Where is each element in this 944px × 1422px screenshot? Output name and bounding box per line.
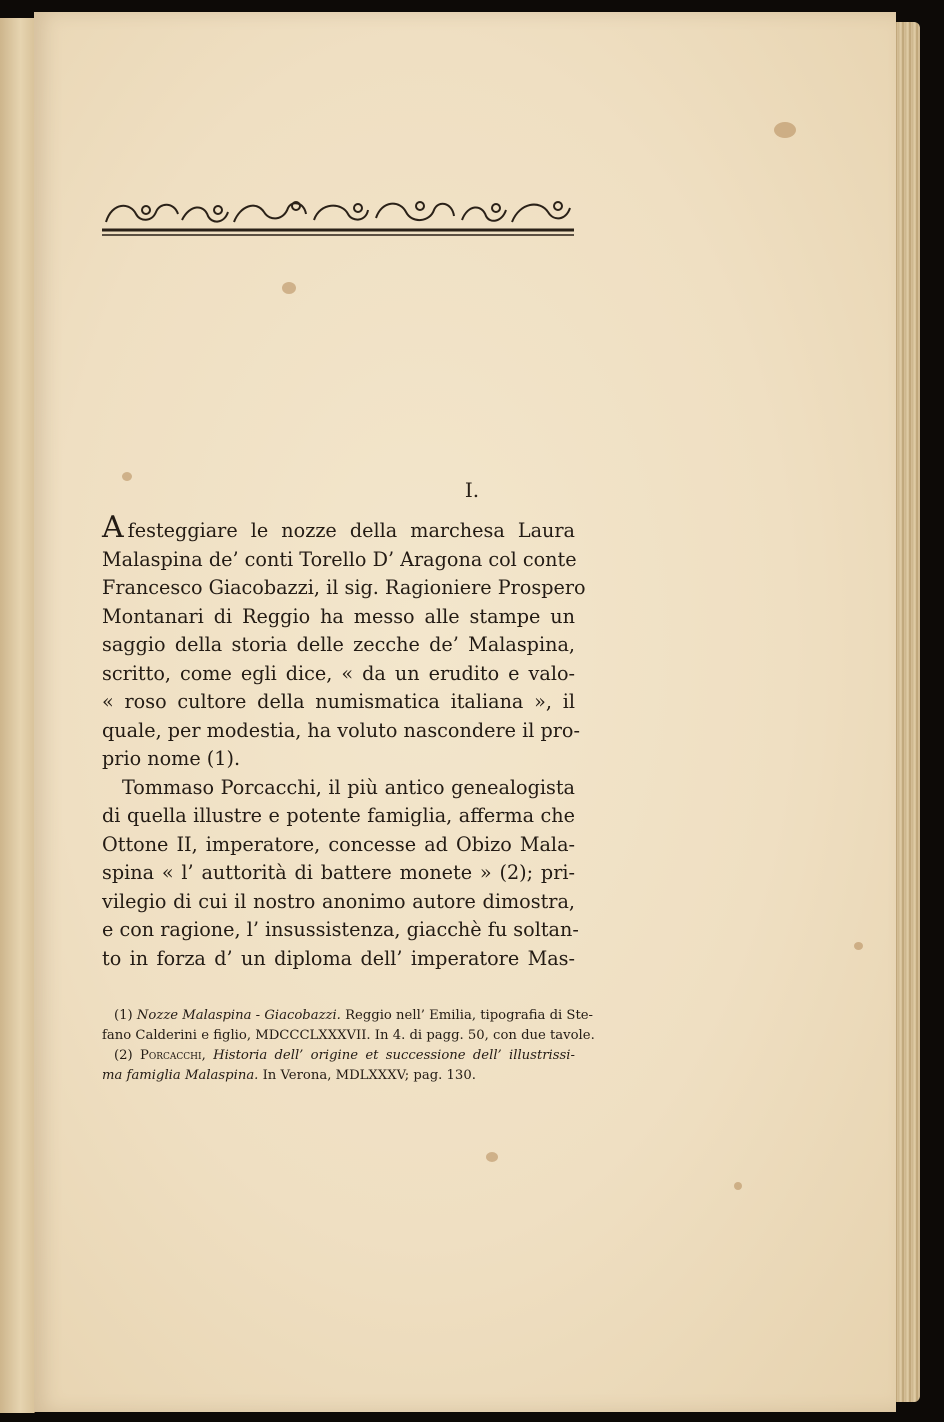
body-line: Malaspina de’ conti Torello D’ Aragona col conte xyxy=(102,547,577,571)
foxing-spot xyxy=(774,122,796,138)
drop-cap: A xyxy=(102,510,124,545)
body-line: scritto, come egli dice, « da un erudito e valo- xyxy=(102,661,575,685)
footnote-2: (2) Porcacchi, Historia dell’ origine et successione dell’ illustrissi- xyxy=(114,1048,575,1063)
body-line: di quella illustre e potente famiglia, afferma che xyxy=(102,804,575,827)
foxing-spot xyxy=(854,942,863,950)
body-line: saggio della storia delle zecche de’ Malaspina, xyxy=(102,633,575,656)
ornamental-header-band xyxy=(100,192,576,238)
body-line: quale, per modestia, ha voluto nascondere il pro- xyxy=(102,718,580,742)
foxing-spot xyxy=(734,1182,742,1190)
body-line: vilegio di cui il nostro anonimo autore dimostra, xyxy=(102,889,575,913)
body-line: Francesco Giacobazzi, il sig. Ragioniere Prospero xyxy=(102,576,586,599)
body-text xyxy=(102,510,586,973)
body-line: « roso cultore della numismatica italiana », il xyxy=(102,690,575,713)
body-line: spina « l’ auttorità di battere monete » (2); pri- xyxy=(102,861,575,884)
body-line: Ottone II, imperatore, concesse ad Obizo Mala- xyxy=(102,832,575,856)
body-line: prio nome (1). xyxy=(102,747,241,770)
body-line: Montanari di Reggio ha messo alle stampe un xyxy=(102,604,575,628)
body-line: to in forza d’ un diploma dell’ imperatore Mas- xyxy=(102,946,575,970)
body-line: Tommaso Porcacchi, il più antico genealogista xyxy=(122,775,575,799)
body-line: e con ragione, l’ insussistenza, giacchè fu soltan- xyxy=(102,918,579,941)
footnote-2-continued: ma famiglia Malaspina. In Verona, MDLXXXV; pag. 130. xyxy=(102,1068,476,1083)
footnote-1-continued: fano Calderini e figlio, MDCCCLXXXVII. In 4. di pagg. 50, con due tavole. xyxy=(102,1028,595,1043)
footnotes xyxy=(102,1006,595,1086)
left-page-edge xyxy=(0,18,35,1413)
foxing-spot xyxy=(282,282,296,294)
chapter-number: I. xyxy=(464,478,480,502)
footnote-1: (1) Nozze Malaspina - Giacobazzi. Reggio nell’ Emilia, tipografia di Ste- xyxy=(114,1008,594,1023)
body-line: Afesteggiare le nozze della marchesa Laura xyxy=(102,510,575,545)
foxing-spot xyxy=(486,1152,498,1162)
